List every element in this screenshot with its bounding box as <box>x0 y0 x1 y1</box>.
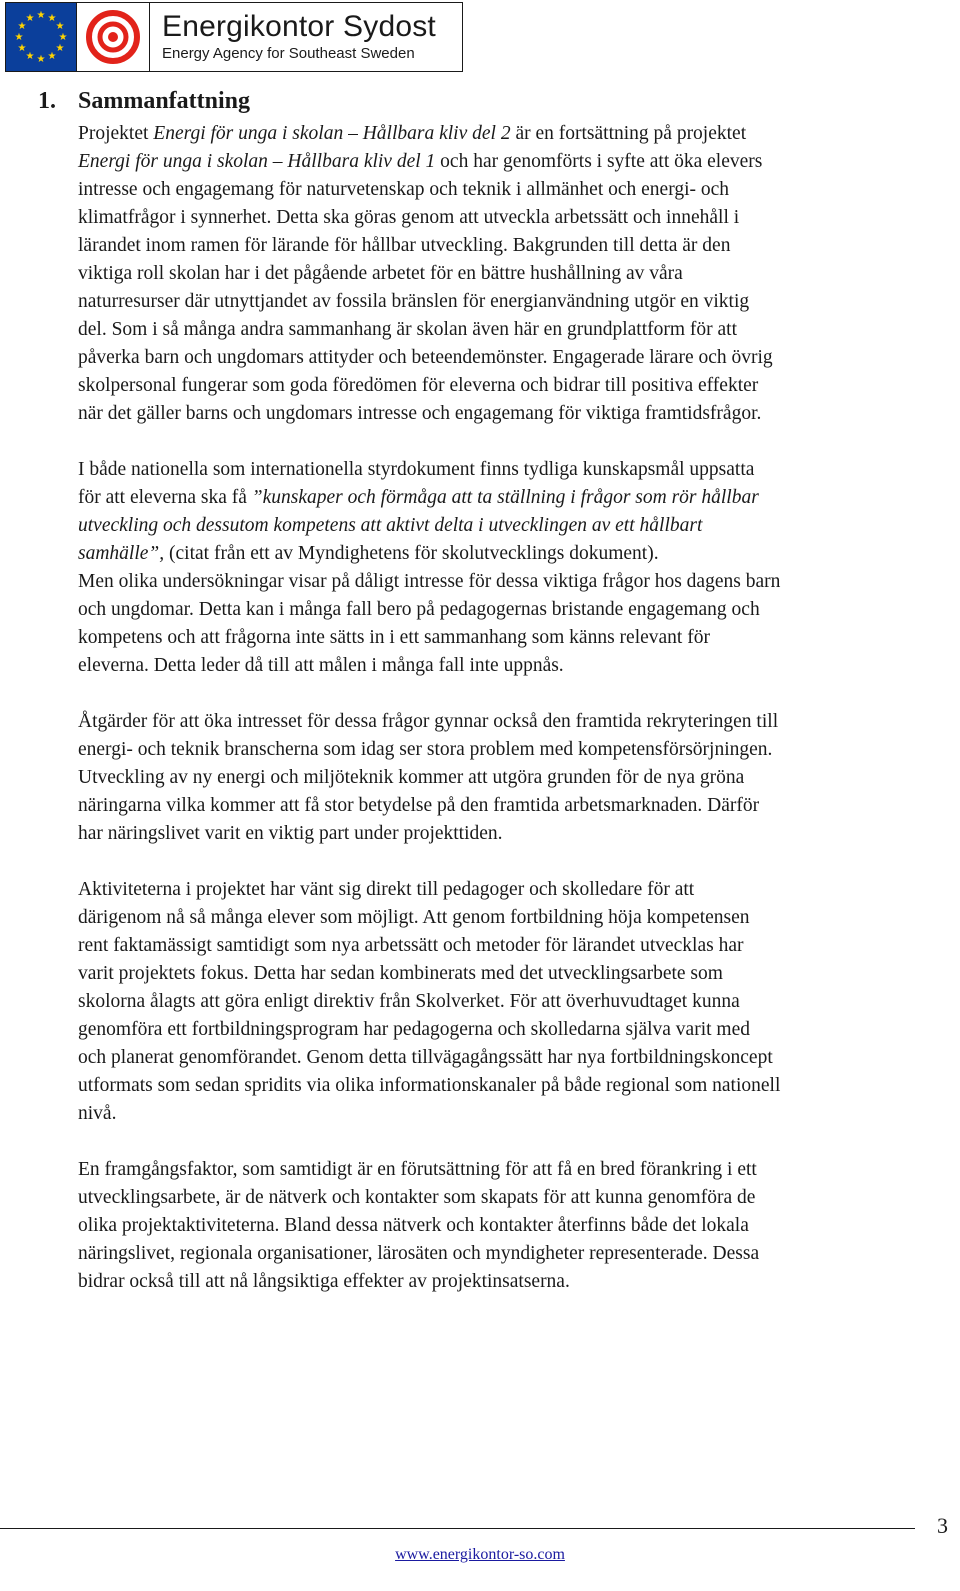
text-line: varit projektets fokus. Detta har sedan kombinerats med det utvecklingsarbete som <box>78 963 723 984</box>
website-link[interactable]: www.energikontor-so.com <box>395 1546 565 1563</box>
text-line: samhälle”, (citat från ett av Myndighetens för skolutvecklings dokument). <box>78 543 659 564</box>
logo-text <box>150 3 462 71</box>
text-line: näringarna vilka kommer att få stor betydelse på den framtida arbetsmarknaden. Därför <box>78 795 760 816</box>
text-line: Men olika undersökningar visar på dåligt intresse för dessa viktiga frågor hos dagens barn <box>78 571 781 592</box>
text-line: Utveckling av ny energi och miljöteknik kommer att utgöra grunden för de nya gröna <box>78 767 745 788</box>
text-line: intresse och engagemang för naturvetenskap och teknik i allmänhet och energi- och <box>78 179 730 200</box>
text-line: nivå. <box>78 1103 117 1124</box>
svg-text:★: ★ <box>58 32 68 43</box>
paragraph-4 <box>78 876 948 1128</box>
svg-text:★: ★ <box>55 21 65 32</box>
svg-text:★: ★ <box>36 10 46 21</box>
text-line: näringslivet, regionala organisationer, lärosäten och myndigheter representerade. Dessa <box>78 1243 760 1264</box>
text-line: och ungdomar. Detta kan i många fall bero på pedagogernas bristande engagemang och <box>78 599 760 620</box>
text-line: energi- och teknik branscherna som idag ser stora problem med kompetensförsörjningen. <box>78 739 773 760</box>
logo-subtitle: Energy Agency for Southeast Sweden <box>162 45 415 62</box>
text-line: skolorna ålagts att göra enligt direktiv från Skolverket. För att överhuvudtaget kunna <box>78 991 740 1012</box>
energikontor-emblem-icon <box>77 3 150 71</box>
text-line: skolpersonal fungerar som goda föredömen för eleverna och bidrar till positiva effekter <box>78 375 759 396</box>
text-line: Projektet Energi för unga i skolan – Hållbara kliv del 2 är en fortsättning på projektet <box>78 123 747 144</box>
text-line: Energi för unga i skolan – Hållbara kliv del 1 och har genomförts i syfte att öka elevers <box>78 151 763 172</box>
section-title: Sammanfattning <box>78 88 251 114</box>
footer-divider <box>0 1528 915 1529</box>
document-body <box>78 120 948 1324</box>
svg-text:★: ★ <box>25 13 35 24</box>
svg-text:★: ★ <box>47 51 57 62</box>
svg-text:★: ★ <box>17 21 27 32</box>
text-line: utformats som sedan spridits via olika informationskanaler på både regional som nationell <box>78 1075 781 1096</box>
text-line: klimatfrågor i synnerhet. Detta ska göras genom att utveckla arbetssätt och innehåll i <box>78 207 740 228</box>
text-line: naturresurser där utnyttjandet av fossila bränslen för energianvändning utgör en viktig <box>78 291 750 312</box>
text-line: har näringslivet varit en viktig part under projekttiden. <box>78 823 503 844</box>
text-line: Åtgärder för att öka intresset för dessa frågor gynnar också den framtida rekryteringen till <box>78 711 779 732</box>
eu-flag-icon <box>6 3 77 71</box>
text-line: utveckling och dessutom kompetens att aktivt delta i utvecklingen av ett hållbart <box>78 515 703 536</box>
text-line: del. Som i så många andra sammanhang är skolan även här en grundplattform för att <box>78 319 738 340</box>
text-line: eleverna. Detta leder då till att målen i många fall inte uppnås. <box>78 655 564 676</box>
logo-name: Energikontor Sydost <box>162 10 436 43</box>
svg-text:★: ★ <box>14 32 24 43</box>
text-line: rent faktamässigt samtidigt som nya arbetssätt och metoder för lärandet utvecklas har <box>78 935 744 956</box>
paragraph-2 <box>78 456 948 680</box>
svg-text:★: ★ <box>55 43 65 54</box>
text-line: därigenom nå så många elever som möjligt. Att genom fortbildning höja kompetensen <box>78 907 750 928</box>
text-line: olika projektaktiviteterna. Bland dessa nätverk och kontakter återfinns både det lokala <box>78 1215 749 1236</box>
header-logo <box>5 2 463 72</box>
text-line: viktiga roll skolan har i det pågående arbetet för en bättre hushållning av våra <box>78 263 683 284</box>
text-line: genomföra ett fortbildningsprogram har pedagogerna och skolledarna själva varit med <box>78 1019 750 1040</box>
text-line: Aktiviteterna i projektet har vänt sig direkt till pedagoger och skolledare för att <box>78 879 695 900</box>
text-line: utvecklingsarbete, är de nätverk och kontakter som skapats för att kunna genomföra de <box>78 1187 756 1208</box>
text-line: påverka barn och ungdomars attityder och beteendemönster. Engagerade lärare och övrig <box>78 347 773 368</box>
svg-text:★: ★ <box>25 51 35 62</box>
paragraph-5 <box>78 1156 948 1296</box>
paragraph-3 <box>78 708 948 848</box>
text-line: kompetens och att frågorna inte sätts in i ett sammanhang som känns relevant för <box>78 627 710 648</box>
text-line: när det gäller barns och ungdomars intresse och engagemang för viktiga framtidsfrågor. <box>78 403 762 424</box>
text-line: lärandet inom ramen för lärande för hållbar utveckling. Bakgrunden till detta är den <box>78 235 731 256</box>
section-number: 1. <box>38 88 56 114</box>
text-line: för att eleverna ska få ”kunskaper och förmåga att ta ställning i frågor som rör hållbar <box>78 487 759 508</box>
section-heading <box>38 88 250 115</box>
svg-text:★: ★ <box>17 43 27 54</box>
text-line: I både nationella som internationella styrdokument finns tydliga kunskapsmål uppsatta <box>78 459 755 480</box>
paragraph-1 <box>78 120 948 428</box>
svg-text:★: ★ <box>36 54 46 65</box>
text-line: bidrar också till att nå långsiktiga effekter av projektinsatserna. <box>78 1271 570 1292</box>
page-number: 3 <box>937 1513 948 1538</box>
svg-text:★: ★ <box>47 13 57 24</box>
text-line: och planerat genomförandet. Genom detta tillvägagångssätt har nya fortbildningskoncept <box>78 1047 773 1068</box>
text-line: En framgångsfaktor, som samtidigt är en förutsättning för att få en bred förankring i ett <box>78 1159 757 1180</box>
